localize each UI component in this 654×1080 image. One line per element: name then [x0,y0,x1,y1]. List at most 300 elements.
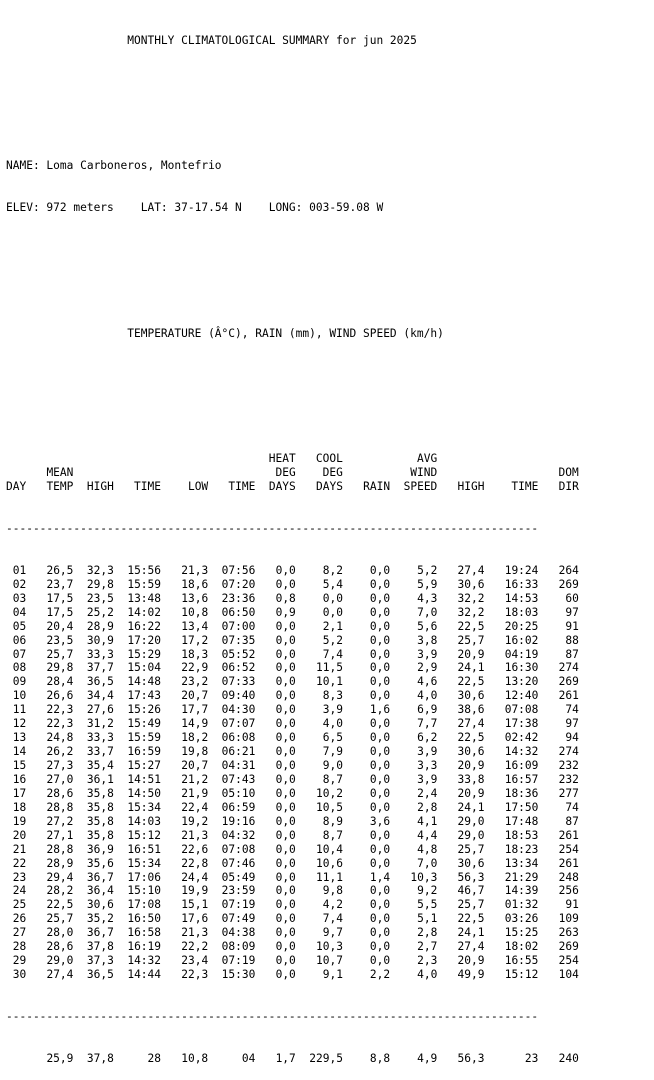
cell-avg-wind-speed: 2,8 [417,926,438,940]
cell-wind-high-time: 18:02 [504,940,539,954]
table-row [6,648,579,662]
blank-line [6,369,579,383]
cell-mean-temp: 22,5 [46,898,74,912]
cell-dom-dir: 274 [558,661,579,675]
cell-wind-high: HIGH [457,480,485,494]
cell-high-temp: 36,4 [86,884,114,898]
cell-high-time: 15:27 [127,759,162,773]
cell-heat-deg-days: 0,0 [275,800,296,814]
cell-dom-dir: 263 [558,926,579,940]
cell-high-time: 15:29 [127,647,162,661]
cell-heat-deg-days: 0,0 [275,759,296,773]
cell-mean-temp: 17,5 [46,591,74,605]
cell-avg-wind-speed: 3,9 [417,772,438,786]
cell-dom-dir: 232 [558,772,579,786]
cell-wind-high: 22,5 [457,912,485,926]
cell-low-temp: 24,4 [181,870,209,884]
cell-rain: 0,0 [369,884,391,898]
cell-wind-high-time: 16:30 [504,661,539,675]
cell-wind-high: 29,0 [457,814,485,828]
blank-line [6,285,579,299]
cell-avg-wind-speed: 5,1 [417,912,438,926]
cell-dom-dir: 269 [558,675,579,689]
cell-heat-deg-days: 0,0 [275,731,296,745]
cell-cool-deg-days: DEG [322,466,343,480]
cell-avg-wind-speed: 5,6 [417,619,438,633]
cell-low-temp: 10,8 [181,1051,209,1065]
cell-cool-deg-days: 11,1 [316,870,343,884]
cell-cool-deg-days: 8,7 [322,828,343,842]
cell-dom-dir: 88 [565,633,579,647]
cell-avg-wind-speed: 7,7 [417,717,438,731]
cell-rain: 0,0 [369,856,391,870]
cell-high-time: 16:22 [127,619,162,633]
cell-dom-dir: 74 [565,800,579,814]
cell-mean-temp: 25,9 [46,1051,74,1065]
cell-avg-wind-speed: 4,0 [417,968,438,982]
cell-low-time: 05:52 [221,647,256,661]
cell-low-time: 05:49 [221,870,256,884]
cell-dom-dir: 91 [565,898,579,912]
cell-low-time: 08:09 [221,940,256,954]
table-row [6,801,579,815]
cell-heat-deg-days: 0,0 [275,870,296,884]
cell-wind-high: 24,1 [457,926,485,940]
cell-cool-deg-days: 10,3 [316,940,343,954]
table-row [6,606,579,620]
cell-wind-high: 27,4 [457,563,485,577]
cell-heat-deg-days: DAYS [268,480,296,494]
cell-day: 05 [12,619,27,633]
cell-mean-temp: 29,4 [46,870,74,884]
cell-low-time: 07:07 [221,717,256,731]
cell-heat-deg-days: 0,0 [275,912,296,926]
cell-mean-temp: 22,3 [46,717,74,731]
cell-high-temp: 27,6 [86,703,114,717]
cell-low-time: 15:30 [221,968,256,982]
cell-high-time: 15:34 [127,800,162,814]
cell-wind-high-time: 17:38 [504,717,539,731]
cell-low-time: 09:40 [221,689,256,703]
cell-heat-deg-days: 0,0 [275,689,296,703]
cell-low-time: 23:59 [221,884,256,898]
cell-cool-deg-days: 8,7 [322,772,343,786]
cell-low-time: 07:49 [221,912,256,926]
station-elevation: 972 meters [46,201,114,215]
cell-cool-deg-days: 10,1 [316,675,343,689]
cell-day: 25 [12,898,27,912]
cell-dom-dir: 269 [558,577,579,591]
cell-avg-wind-speed: 4,3 [417,591,438,605]
cell-wind-high: 24,1 [457,800,485,814]
cell-avg-wind-speed: 9,2 [417,884,438,898]
cell-low-temp: 22,4 [181,800,209,814]
cell-low-time: 23:36 [221,591,256,605]
cell-cool-deg-days: 9,0 [322,759,343,773]
cell-high-time: 15:34 [127,856,162,870]
cell-dom-dir: 74 [565,703,579,717]
cell-dom-dir: 97 [565,605,579,619]
cell-low-temp: 19,2 [181,814,209,828]
cell-high-temp: 33,3 [86,731,114,745]
cell-high-time: 16:50 [127,912,162,926]
cell-high-temp: 37,7 [86,661,114,675]
cell-high-temp: 32,3 [86,563,114,577]
cell-rain: 0,0 [369,759,391,773]
cell-rain: 0,0 [369,563,391,577]
cell-day: 09 [12,675,27,689]
cell-low-time: 04 [241,1051,256,1065]
table-row [6,620,579,634]
cell-cool-deg-days: 8,3 [322,689,343,703]
cell-low-time: 06:08 [221,731,256,745]
cell-high-temp: 35,6 [86,856,114,870]
cell-mean-temp: 23,7 [46,577,74,591]
cell-wind-high: 32,2 [457,591,485,605]
cell-rain: 0,0 [369,926,391,940]
cell-high-temp: 34,4 [86,689,114,703]
cell-cool-deg-days: 10,5 [316,800,343,814]
cell-low-temp: 10,8 [181,605,209,619]
cell-rain: 0,0 [369,689,391,703]
cell-wind-high: 30,6 [457,856,485,870]
cell-heat-deg-days: HEAT [268,452,296,466]
table-row [6,940,579,954]
cell-day: 27 [12,926,27,940]
cell-heat-deg-days: 0,0 [275,926,296,940]
cell-day: 17 [12,786,27,800]
cell-low-temp: 22,2 [181,940,209,954]
cell-heat-deg-days: 0,8 [275,591,296,605]
cell-rain: RAIN [363,480,391,494]
cell-wind-high: 20,9 [457,759,485,773]
cell-day: 30 [12,968,27,982]
cell-low-temp: 17,7 [181,703,209,717]
table-row [6,717,579,731]
cell-high-time: 15:59 [127,731,162,745]
cell-high-temp: 36,1 [86,772,114,786]
cell-rain: 0,0 [369,912,391,926]
cell-wind-high-time: 21:29 [504,870,539,884]
cell-low-temp: 14,9 [181,717,209,731]
cell-dom-dir: 248 [558,870,579,884]
table-row [6,787,579,801]
cell-high-temp: 36,9 [86,842,114,856]
cell-wind-high-time: 14:32 [504,745,539,759]
table-row [6,675,579,689]
cell-cool-deg-days: 10,2 [316,786,343,800]
cell-dom-dir: 91 [565,619,579,633]
column-headers [6,452,579,494]
table-row [6,968,579,982]
cell-heat-deg-days: 0,0 [275,968,296,982]
cell-heat-deg-days: 0,0 [275,675,296,689]
cell-wind-high-time: 13:20 [504,675,539,689]
summary-line [6,1052,579,1066]
cell-heat-deg-days: 0,0 [275,856,296,870]
cell-rain: 0,0 [369,842,391,856]
cell-cool-deg-days: 9,8 [322,884,343,898]
table-row [6,884,579,898]
cell-wind-high: 30,6 [457,689,485,703]
blank-line [6,76,579,90]
cell-wind-high-time: 17:48 [504,814,539,828]
cell-wind-high-time: 18:36 [504,786,539,800]
cell-high-time: 17:06 [127,870,162,884]
divider-line: ------------------------------------------------------------------------------- [6,1009,539,1023]
cell-heat-deg-days: 0,0 [275,786,296,800]
cell-cool-deg-days: 4,0 [322,717,343,731]
table-row [6,731,579,745]
cell-rain: 1,6 [369,703,391,717]
cell-avg-wind-speed: WIND [410,466,438,480]
cell-cool-deg-days: 229,5 [309,1051,343,1065]
cell-high-time: 14:48 [127,675,162,689]
station-latitude: 37-17.54 N [174,201,242,215]
cell-low-time: 04:30 [221,703,256,717]
cell-high-time: 17:43 [127,689,162,703]
cell-heat-deg-days: 0,0 [275,633,296,647]
cell-dom-dir: 269 [558,940,579,954]
cell-day: 01 [12,563,27,577]
table-row [6,703,579,717]
cell-mean-temp: 28,8 [46,800,74,814]
cell-day: 26 [12,912,27,926]
blank-line [6,243,579,257]
cell-heat-deg-days: 0,0 [275,772,296,786]
cell-low-temp: 22,8 [181,856,209,870]
cell-avg-wind-speed: 7,0 [417,605,438,619]
cell-avg-wind-speed: 4,8 [417,842,438,856]
cell-avg-wind-speed: 3,9 [417,647,438,661]
cell-mean-temp: 26,6 [46,689,74,703]
cell-low-temp: 15,1 [181,898,209,912]
cell-high-time: 14:44 [127,968,162,982]
cell-cool-deg-days: 7,4 [322,912,343,926]
cell-day: 12 [12,717,27,731]
cell-mean-temp: 28,6 [46,940,74,954]
cell-heat-deg-days: 0,0 [275,898,296,912]
cell-wind-high: 49,9 [457,968,485,982]
cell-avg-wind-speed: SPEED [403,480,438,494]
cell-dom-dir: 104 [558,968,579,982]
cell-low-time: 07:33 [221,675,256,689]
table-row [6,759,579,773]
cell-rain: 0,0 [369,661,391,675]
table-row [6,689,579,703]
cell-wind-high-time: 15:25 [504,926,539,940]
cell-wind-high-time: 04:19 [504,647,539,661]
cell-avg-wind-speed: 2,9 [417,661,438,675]
cell-rain: 0,0 [369,619,391,633]
cell-low-temp: 21,3 [181,828,209,842]
cell-high-temp: 23,5 [86,591,114,605]
cell-cool-deg-days: 5,4 [322,577,343,591]
cell-wind-high-time: 15:12 [504,968,539,982]
cell-cool-deg-days: 7,9 [322,745,343,759]
daily-rows [6,564,579,982]
cell-low-temp: 19,9 [181,884,209,898]
cell-cool-deg-days: 0,0 [322,591,343,605]
cell-rain: 0,0 [369,828,391,842]
cell-heat-deg-days: 0,0 [275,745,296,759]
cell-day: 15 [12,759,27,773]
cell-mean-temp: 26,2 [46,745,74,759]
cell-wind-high: 25,7 [457,842,485,856]
cell-cool-deg-days: 9,1 [322,968,343,982]
cell-low-temp: 17,2 [181,633,209,647]
cell-cool-deg-days: 5,2 [322,633,343,647]
cell-high-time: 16:58 [127,926,162,940]
cell-rain: 2,2 [369,968,391,982]
cell-high-temp: 28,9 [86,619,114,633]
cell-low-temp: 18,3 [181,647,209,661]
cell-wind-high-time: 19:24 [504,563,539,577]
cell-dom-dir: DIR [558,480,579,494]
cell-heat-deg-days: 0,0 [275,703,296,717]
cell-heat-deg-days: 0,0 [275,577,296,591]
cell-low-temp: LOW [187,480,209,494]
cell-heat-deg-days: 0,0 [275,884,296,898]
cell-avg-wind-speed: 2,8 [417,800,438,814]
cell-wind-high: 30,6 [457,577,485,591]
cell-dom-dir: 97 [565,717,579,731]
cell-heat-deg-days: 0,0 [275,828,296,842]
cell-low-temp: 19,8 [181,745,209,759]
cell-high-temp: 36,7 [86,926,114,940]
table-row [6,871,579,885]
cell-wind-high-time: 07:08 [504,703,539,717]
cell-day: 18 [12,800,27,814]
cell-wind-high-time: 17:50 [504,800,539,814]
report-title-line [6,34,579,48]
cell-mean-temp: 27,0 [46,772,74,786]
cell-dom-dir: 240 [558,1051,579,1065]
cell-wind-high: 20,9 [457,647,485,661]
table-row [6,954,579,968]
cell-dom-dir: DOM [558,466,579,480]
cell-low-temp: 20,7 [181,689,209,703]
cell-high-temp: 30,6 [86,898,114,912]
cell-wind-high: 29,0 [457,828,485,842]
cell-day: 24 [12,884,27,898]
table-row [6,634,579,648]
cell-low-temp: 17,6 [181,912,209,926]
cell-wind-high-time: 18:03 [504,605,539,619]
divider-line: ------------------------------------------------------------------------------- [6,522,539,536]
cell-avg-wind-speed: 4,6 [417,675,438,689]
cell-high-temp: HIGH [86,480,114,494]
table-row [6,898,579,912]
cell-mean-temp: 28,9 [46,856,74,870]
cell-rain: 0,0 [369,940,391,954]
cell-low-time: 04:32 [221,828,256,842]
cell-mean-temp: TEMP [46,480,74,494]
cell-heat-deg-days: 0,0 [275,563,296,577]
cell-high-time: 15:49 [127,717,162,731]
cell-wind-high: 56,3 [457,1051,485,1065]
cell-day: 28 [12,940,27,954]
cell-high-temp: 37,8 [86,1051,114,1065]
cell-high-time: TIME [134,480,161,494]
cell-mean-temp: 20,4 [46,619,74,633]
cell-dom-dir: 254 [558,842,579,856]
cell-day: 23 [12,870,27,884]
cell-low-time: 07:20 [221,577,256,591]
cell-heat-deg-days: 0,9 [275,605,296,619]
cell-day: 29 [12,954,27,968]
cell-mean-temp: 27,4 [46,968,74,982]
cell-mean-temp: 29,8 [46,661,74,675]
cell-high-temp: 35,8 [86,786,114,800]
cell-day: 19 [12,814,27,828]
cell-dom-dir: 264 [558,563,579,577]
cell-high-time: 16:59 [127,745,162,759]
cell-mean-temp: 29,0 [46,954,74,968]
cell-low-time: 07:19 [221,898,256,912]
cell-wind-high-time: 01:32 [504,898,539,912]
cell-mean-temp: 28,6 [46,786,74,800]
cell-rain: 8,8 [369,1051,391,1065]
cell-wind-high-time: 23 [524,1051,539,1065]
cell-high-time: 15:59 [127,577,162,591]
cell-high-temp: 36,7 [86,870,114,884]
cell-dom-dir: 261 [558,689,579,703]
cell-avg-wind-speed: AVG [416,452,438,466]
cell-high-time: 14:51 [127,772,162,786]
cell-mean-temp: 24,8 [46,731,74,745]
cell-mean-temp: 17,5 [46,605,74,619]
cell-wind-high: 27,4 [457,940,485,954]
cell-low-temp: 21,3 [181,926,209,940]
cell-day: 22 [12,856,27,870]
cell-day: 11 [12,703,27,717]
cell-high-time: 15:26 [127,703,162,717]
cell-low-time: 07:08 [221,842,256,856]
cell-rain: 0,0 [369,772,391,786]
cell-day: 07 [12,647,27,661]
cell-avg-wind-speed: 5,9 [417,577,438,591]
cell-day: 16 [12,772,27,786]
table-row [6,843,579,857]
table-row [6,592,579,606]
cell-heat-deg-days: 0,0 [275,717,296,731]
cell-dom-dir: 261 [558,828,579,842]
cell-high-temp: 36,5 [86,675,114,689]
cell-high-temp: 33,3 [86,647,114,661]
units-heading-line [6,327,579,341]
cell-wind-high: 25,7 [457,633,485,647]
cell-heat-deg-days: 0,0 [275,842,296,856]
table-row [6,926,579,940]
cell-high-time: 15:56 [127,563,162,577]
cell-high-temp: 31,2 [86,717,114,731]
cell-wind-high: 24,1 [457,661,485,675]
cell-low-time: 07:46 [221,856,256,870]
cell-day: 14 [12,745,27,759]
cell-wind-high: 30,6 [457,745,485,759]
cell-low-temp: 22,9 [181,661,209,675]
cell-wind-high-time: 12:40 [504,689,539,703]
cell-wind-high: 56,3 [457,870,485,884]
cell-day: 08 [12,661,27,675]
header-row [6,466,579,480]
cell-mean-temp: 25,7 [46,647,74,661]
cell-high-temp: 29,8 [86,577,114,591]
cell-low-temp: 21,3 [181,563,209,577]
cell-low-time: 06:52 [221,661,256,675]
cell-wind-high-time: 18:53 [504,828,539,842]
